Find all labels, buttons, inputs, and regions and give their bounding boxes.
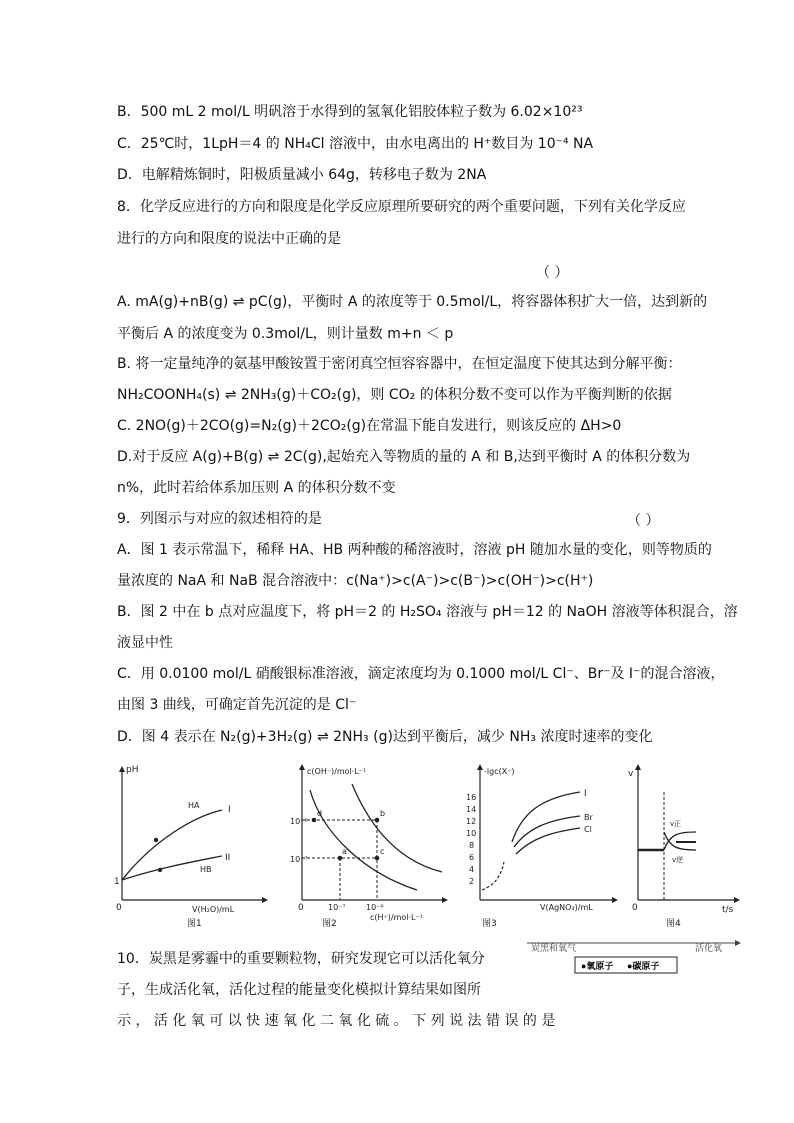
- fig2-ytick-lo: 10⁻⁷: [290, 855, 308, 864]
- option-c-line: C．25℃时，1LpH＝4 的 NH₄Cl 溶液中，由水电离出的 H⁺数目为 10⁻⁴ NA: [117, 136, 594, 152]
- fig2-point-d: [312, 818, 317, 823]
- figure-3: [462, 762, 622, 932]
- q9-option-a-line-2: 量浓度的 NaA 和 NaB 混合溶液中：c(Na⁺)>c(A⁻)>c(B⁻)>c(OH⁻)>c(H⁺): [117, 573, 594, 589]
- fig3-ylabel: -lgc(X⁻): [484, 767, 515, 776]
- question-9-line: 9．列图示与对应的叙述相符的是: [117, 511, 322, 527]
- fig3-ytick-14: 14: [466, 805, 477, 814]
- question-10-line-3: 示 ， 活 化 氧 可 以 快 速 氧 化 二 氧 化 硫 。 下 列 说 法 错 误 的 是: [117, 1013, 556, 1029]
- fig1-label-hb: HB: [200, 865, 212, 874]
- fig2-caption: 图2: [322, 919, 337, 929]
- q9-option-d-line: D．图 4 表示在 N₂(g)+3H₂(g) ⇌ 2NH₃ (g)达到平衡后，减少 NH₃ 浓度时速率的变化: [117, 729, 653, 745]
- fig3-curve-br: [514, 816, 580, 847]
- fig2-isotherm-high: [352, 784, 442, 872]
- fig4-caption: 图4: [666, 919, 681, 929]
- q9-option-c-line-2: 由图 3 曲线，可确定首先沉淀的是 Cl⁻: [117, 697, 357, 713]
- fig2-point-b: [375, 818, 380, 823]
- fig3-ytick-4: 4: [469, 865, 475, 874]
- fig3-label-br: Br: [584, 813, 593, 822]
- fig2-isotherm-low: [310, 790, 417, 890]
- q8-option-c-line: C. 2NO(g)＋2CO(g)=N₂(g)＋2CO₂(g)在常温下能自发进行，则该反应的 ΔH>0: [117, 418, 622, 434]
- fig2-label-d: d: [317, 809, 323, 818]
- fig2-label-c: c: [380, 847, 385, 856]
- legend-oxygen: ●氧原子: [581, 961, 614, 971]
- fig3-caption: 图3: [482, 919, 497, 929]
- fig1-label-ha: HA: [188, 801, 200, 810]
- legend-left-label: 炭黑和氧气: [531, 943, 577, 953]
- q9-option-c-line-1: C．用 0.0100 mol/L 硝酸银标准溶液，滴定浓度均为 0.1000 mol/L Cl⁻、Br⁻及 I⁻的混合溶液，: [117, 666, 725, 682]
- fig3-ytick-2: 2: [469, 877, 475, 886]
- fig1-origin: 0: [116, 903, 122, 913]
- fig3-curve-cl: [516, 828, 580, 854]
- fig2-label-b: b: [380, 809, 386, 818]
- fig2-xlabel: c(H⁺)/mol·L⁻¹: [370, 913, 423, 922]
- question-9-answer-paren: （ ）: [627, 513, 660, 529]
- q8-option-a-line-1: A. mA(g)+nB(g) ⇌ pC(g)，平衡时 A 的浓度等于 0.5mol/L，将容器体积扩大一倍，达到新的: [117, 294, 708, 310]
- fig3-xlabel: V(AgNO₃)/mL: [540, 903, 593, 912]
- question-8-line-1: 8．化学反应进行的方向和限度是化学反应原理所要研究的两个重要问题，下列有关化学反应: [117, 199, 686, 215]
- fig2-point-a: [338, 856, 343, 861]
- activation-legend: [527, 937, 741, 977]
- fig2-point-c: [375, 856, 380, 861]
- fig2-origin: 0: [298, 903, 304, 913]
- q8-option-a-line-2: 平衡后 A 的浓度变为 0.3mol/L，则计量数 m+n ＜ p: [117, 326, 454, 342]
- figure-1: [112, 762, 272, 932]
- q9-option-a-line-1: A．图 1 表示常温下，稀释 HA、HB 两种酸的稀溶液时，溶液 pH 随加水量的变化，则等物质的: [117, 542, 712, 558]
- fig3-ytick-12: 12: [466, 817, 477, 826]
- q8-option-b-line-2: NH₂COONH₄(s) ⇌ 2NH₃(g)＋CO₂(g)，则 CO₂ 的体积分数不变可以作为平衡判断的依据: [117, 387, 672, 403]
- figure-2: [292, 762, 452, 932]
- q8-option-d-line-2: n%，此时若给体系加压则 A 的体积分数不变: [117, 480, 396, 496]
- fig3-label-cl: Cl: [584, 825, 592, 834]
- fig1-caption: 图1: [187, 919, 202, 929]
- legend-carbon: ●碳原子: [627, 961, 660, 971]
- fig3-ytick-10: 10: [466, 829, 477, 838]
- fig2-xtick-hi: 10⁻⁶: [366, 903, 384, 912]
- fig4-label-v-rev: v逆: [672, 856, 684, 864]
- fig2-xtick-lo: 10⁻⁷: [328, 903, 346, 912]
- fig1-mark-ii: II: [225, 853, 231, 863]
- q9-option-b-line-2: 液显中性: [117, 635, 173, 651]
- fig1-y-start: 1: [114, 877, 120, 887]
- fig1-xlabel: V(H₂O)/mL: [192, 905, 235, 914]
- q9-option-b-line-1: B．图 2 中在 b 点对应温度下，将 pH＝2 的 H₂SO₄ 溶液与 pH＝12 的 NaOH 溶液等体积混合，溶: [117, 604, 738, 620]
- option-d-line: D．电解精炼铜时，阳极质量减小 64g，转移电子数为 2NA: [117, 167, 487, 183]
- question-10-line-1: 10．炭黑是雾霾中的重要颗粒物，研究发现它可以活化氧分: [117, 951, 485, 967]
- question-8-line-2: 进行的方向和限度的说法中正确的是: [117, 231, 341, 247]
- fig1-ylabel: pH: [126, 765, 139, 775]
- fig2-ylabel: c(OH⁻)/mol·L⁻¹: [307, 767, 367, 776]
- fig3-ytick-16: 16: [466, 793, 477, 802]
- fig2-label-a: a: [342, 847, 347, 856]
- fig4-xlabel: t/s: [722, 905, 734, 915]
- fig3-label-i: I: [584, 789, 587, 799]
- option-b-line: B．500 mL 2 mol/L 明矾溶于水得到的氢氧化铝胶体粒子数为 6.02×10²³: [117, 104, 583, 120]
- fig2-ytick-hi: 10⁻⁶: [290, 817, 308, 826]
- fig1-mark-i: I: [228, 805, 231, 815]
- q8-option-b-line-1: B. 将一定量纯净的氨基甲酸铵置于密闭真空恒容容器中，在恒定温度下使其达到分解平衡：: [117, 356, 682, 372]
- figure-4: [626, 762, 746, 932]
- question-8-answer-paren: （ ）: [536, 265, 569, 281]
- fig4-label-v-fwd: v正: [670, 820, 682, 828]
- q8-option-d-line-1: D.对于反应 A(g)+B(g) ⇌ 2C(g),起始充入等物质的量的 A 和 B,达到平衡时 A 的体积分数为: [117, 449, 691, 465]
- fig3-ytick-8: 8: [469, 841, 475, 850]
- fig4-ylabel: v: [628, 769, 634, 779]
- question-10-line-2: 子，生成活化氧，活化过程的能量变化模拟计算结果如图所: [117, 982, 481, 998]
- fig4-origin: 0: [632, 903, 638, 913]
- legend-right-label: 活化氧: [695, 943, 723, 953]
- fig3-ytick-6: 6: [469, 853, 475, 862]
